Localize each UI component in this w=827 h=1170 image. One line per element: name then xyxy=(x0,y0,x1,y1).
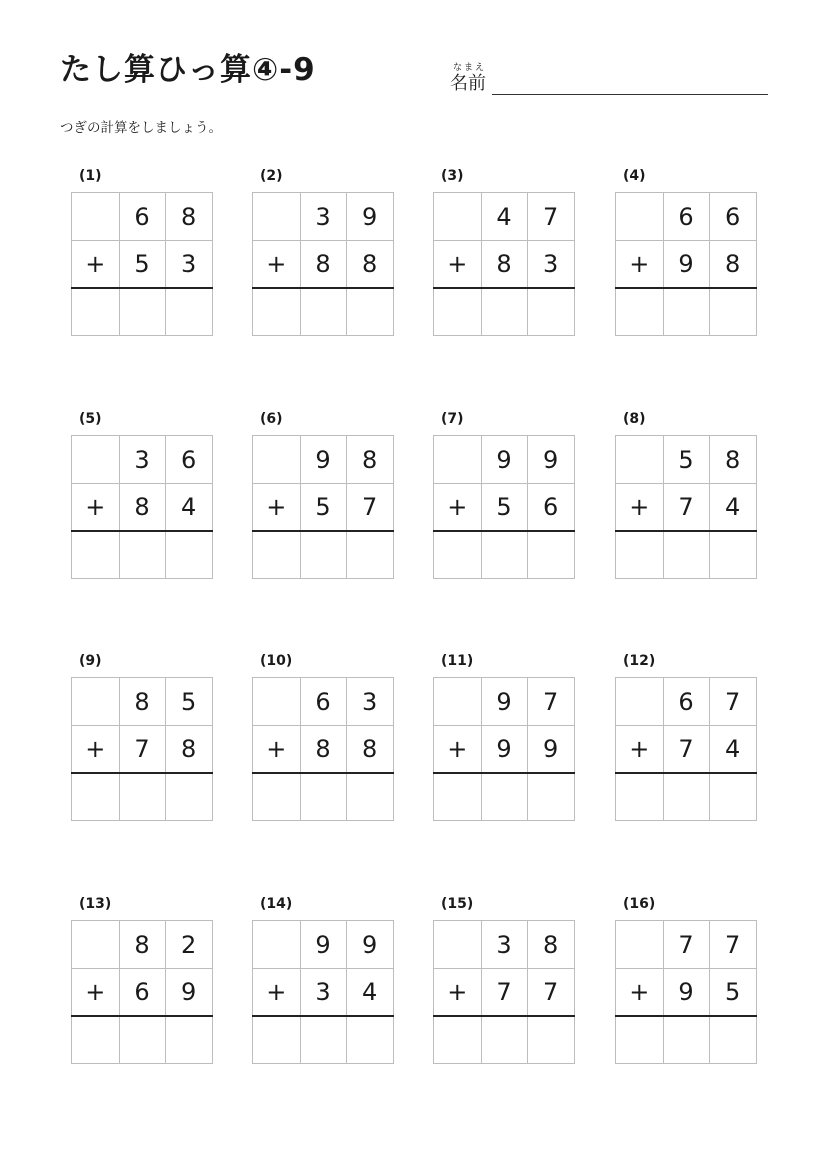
second-addend-digit: 8 xyxy=(725,249,741,278)
problem-number: (5) xyxy=(79,411,102,427)
second-addend-digit: 7 xyxy=(543,977,559,1006)
answer-cell[interactable] xyxy=(709,1016,756,1063)
second-addend-digit: 4 xyxy=(725,492,741,521)
second-addend-digit: 7 xyxy=(496,977,512,1006)
calculation-grid xyxy=(71,192,213,336)
addend-digit: 3 xyxy=(315,202,331,231)
plus-sign: + xyxy=(266,977,287,1006)
problem-number: (3) xyxy=(441,168,464,184)
calculation-grid xyxy=(615,920,757,1064)
answer-cell[interactable] xyxy=(527,1016,574,1063)
addend-digit: 8 xyxy=(362,445,378,474)
answer-cell[interactable] xyxy=(663,1016,710,1063)
answer-cell[interactable] xyxy=(616,288,663,335)
answer-cell[interactable] xyxy=(616,1016,663,1063)
addend-digit xyxy=(253,436,300,483)
answer-cell[interactable] xyxy=(165,531,212,578)
answer-cell[interactable] xyxy=(119,288,166,335)
answer-cell[interactable] xyxy=(165,773,212,820)
second-addend-digit: 9 xyxy=(496,734,512,763)
answer-cell[interactable] xyxy=(481,1016,528,1063)
addend-digit: 6 xyxy=(134,202,150,231)
addend-digit xyxy=(72,436,119,483)
addend-digit: 4 xyxy=(496,202,512,231)
addend-digit: 3 xyxy=(496,930,512,959)
answer-cell[interactable] xyxy=(72,773,119,820)
problem-number: (14) xyxy=(260,896,293,912)
addend-digit: 7 xyxy=(725,687,741,716)
second-addend-digit: 4 xyxy=(725,734,741,763)
addend-digit: 8 xyxy=(134,930,150,959)
plus-sign: + xyxy=(447,977,468,1006)
addend-digit xyxy=(434,193,481,240)
answer-cell[interactable] xyxy=(253,288,300,335)
addend-digit: 7 xyxy=(678,930,694,959)
answer-cell[interactable] xyxy=(434,1016,481,1063)
addend-digit: 6 xyxy=(678,202,694,231)
second-addend-digit: 9 xyxy=(678,977,694,1006)
problem-number: (9) xyxy=(79,653,102,669)
addend-digit xyxy=(616,921,663,968)
answer-cell[interactable] xyxy=(616,531,663,578)
addend-digit xyxy=(616,678,663,725)
second-addend-digit: 7 xyxy=(678,734,694,763)
answer-cell[interactable] xyxy=(709,288,756,335)
addend-digit xyxy=(253,678,300,725)
second-addend-digit: 3 xyxy=(543,249,559,278)
answer-cell[interactable] xyxy=(253,773,300,820)
second-addend-digit: 9 xyxy=(678,249,694,278)
second-addend-digit: 3 xyxy=(181,249,197,278)
worksheet-title: たし算ひっ算④-9 xyxy=(60,52,316,88)
addend-digit: 7 xyxy=(543,202,559,231)
addend-digit: 7 xyxy=(725,930,741,959)
calculation-grid xyxy=(71,920,213,1064)
plus-sign: + xyxy=(629,734,650,763)
problem-number: (8) xyxy=(623,411,646,427)
plus-sign: + xyxy=(447,734,468,763)
calculation-grid xyxy=(433,192,575,336)
calculation-grid xyxy=(433,435,575,579)
name-write-line[interactable] xyxy=(492,94,768,95)
answer-cell[interactable] xyxy=(527,531,574,578)
second-addend-digit: 8 xyxy=(362,249,378,278)
answer-cell[interactable] xyxy=(481,288,528,335)
answer-cell[interactable] xyxy=(72,288,119,335)
problem-number: (13) xyxy=(79,896,112,912)
plus-sign: + xyxy=(85,249,106,278)
addend-digit xyxy=(434,921,481,968)
second-addend-digit: 4 xyxy=(181,492,197,521)
second-addend-digit: 3 xyxy=(315,977,331,1006)
answer-cell[interactable] xyxy=(72,531,119,578)
addend-digit: 9 xyxy=(362,202,378,231)
calculation-grid xyxy=(71,677,213,821)
addend-digit: 9 xyxy=(315,930,331,959)
addend-digit xyxy=(616,436,663,483)
second-addend-digit: 5 xyxy=(315,492,331,521)
addend-digit xyxy=(434,436,481,483)
answer-cell[interactable] xyxy=(663,288,710,335)
answer-cell[interactable] xyxy=(434,531,481,578)
plus-sign: + xyxy=(266,734,287,763)
plus-sign: + xyxy=(447,249,468,278)
second-addend-digit: 9 xyxy=(543,734,559,763)
answer-cell[interactable] xyxy=(434,773,481,820)
addend-digit: 9 xyxy=(315,445,331,474)
second-addend-digit: 7 xyxy=(678,492,694,521)
addend-digit xyxy=(253,193,300,240)
problem-number: (11) xyxy=(441,653,474,669)
answer-cell[interactable] xyxy=(253,1016,300,1063)
answer-cell[interactable] xyxy=(119,531,166,578)
addend-digit: 6 xyxy=(181,445,197,474)
plus-sign: + xyxy=(85,734,106,763)
calculation-grid xyxy=(252,920,394,1064)
addend-digit: 6 xyxy=(725,202,741,231)
problem-number: (7) xyxy=(441,411,464,427)
plus-sign: + xyxy=(85,492,106,521)
addend-digit: 6 xyxy=(315,687,331,716)
problem-number: (2) xyxy=(260,168,283,184)
calculation-grid xyxy=(71,435,213,579)
answer-cell[interactable] xyxy=(709,773,756,820)
addend-digit xyxy=(434,678,481,725)
name-label: 名前 xyxy=(450,73,486,94)
plus-sign: + xyxy=(629,492,650,521)
answer-cell[interactable] xyxy=(709,531,756,578)
calculation-grid xyxy=(615,677,757,821)
answer-cell[interactable] xyxy=(300,531,347,578)
addend-digit xyxy=(72,921,119,968)
answer-cell[interactable] xyxy=(119,773,166,820)
answer-cell[interactable] xyxy=(253,531,300,578)
addend-digit: 3 xyxy=(362,687,378,716)
problem-number: (6) xyxy=(260,411,283,427)
calculation-grid xyxy=(615,435,757,579)
addend-digit xyxy=(72,193,119,240)
answer-cell[interactable] xyxy=(72,1016,119,1063)
addend-digit: 9 xyxy=(362,930,378,959)
second-addend-digit: 6 xyxy=(134,977,150,1006)
addend-digit: 8 xyxy=(725,445,741,474)
name-section xyxy=(450,60,770,100)
plus-sign: + xyxy=(266,492,287,521)
second-addend-digit: 6 xyxy=(543,492,559,521)
second-addend-digit: 5 xyxy=(134,249,150,278)
second-addend-digit: 8 xyxy=(362,734,378,763)
addend-digit xyxy=(253,921,300,968)
answer-cell[interactable] xyxy=(346,531,393,578)
second-addend-digit: 8 xyxy=(181,734,197,763)
calculation-grid xyxy=(433,920,575,1064)
second-addend-digit: 8 xyxy=(315,734,331,763)
calculation-grid xyxy=(615,192,757,336)
answer-cell[interactable] xyxy=(300,288,347,335)
answer-cell[interactable] xyxy=(481,773,528,820)
addend-digit xyxy=(616,193,663,240)
calculation-grid xyxy=(433,677,575,821)
addend-digit: 9 xyxy=(496,445,512,474)
second-addend-digit: 8 xyxy=(315,249,331,278)
instruction-text: つぎの計算をしましょう。 xyxy=(60,120,222,136)
plus-sign: + xyxy=(447,492,468,521)
second-addend-digit: 9 xyxy=(181,977,197,1006)
answer-cell[interactable] xyxy=(119,1016,166,1063)
answer-cell[interactable] xyxy=(663,773,710,820)
addend-digit: 5 xyxy=(181,687,197,716)
answer-cell[interactable] xyxy=(165,1016,212,1063)
addend-digit: 9 xyxy=(496,687,512,716)
addend-digit: 9 xyxy=(543,445,559,474)
answer-cell[interactable] xyxy=(346,773,393,820)
problem-number: (4) xyxy=(623,168,646,184)
addend-digit: 7 xyxy=(543,687,559,716)
calculation-grid xyxy=(252,435,394,579)
answer-cell[interactable] xyxy=(346,288,393,335)
answer-cell[interactable] xyxy=(346,1016,393,1063)
answer-cell[interactable] xyxy=(616,773,663,820)
second-addend-digit: 4 xyxy=(362,977,378,1006)
second-addend-digit: 7 xyxy=(134,734,150,763)
second-addend-digit: 8 xyxy=(496,249,512,278)
answer-cell[interactable] xyxy=(481,531,528,578)
name-ruby: なまえ xyxy=(453,63,487,73)
calculation-grid xyxy=(252,677,394,821)
addend-digit: 2 xyxy=(181,930,197,959)
second-addend-digit: 7 xyxy=(362,492,378,521)
second-addend-digit: 8 xyxy=(134,492,150,521)
calculation-grid xyxy=(252,192,394,336)
answer-cell[interactable] xyxy=(300,773,347,820)
problem-number: (1) xyxy=(79,168,102,184)
answer-cell[interactable] xyxy=(165,288,212,335)
plus-sign: + xyxy=(629,977,650,1006)
second-addend-digit: 5 xyxy=(496,492,512,521)
problem-number: (10) xyxy=(260,653,293,669)
second-addend-digit: 5 xyxy=(725,977,741,1006)
problem-number: (16) xyxy=(623,896,656,912)
problem-number: (12) xyxy=(623,653,656,669)
problem-number: (15) xyxy=(441,896,474,912)
addend-digit: 5 xyxy=(678,445,694,474)
addend-digit: 3 xyxy=(134,445,150,474)
addend-digit: 8 xyxy=(181,202,197,231)
addend-digit: 6 xyxy=(678,687,694,716)
answer-cell[interactable] xyxy=(663,531,710,578)
answer-cell[interactable] xyxy=(434,288,481,335)
answer-cell[interactable] xyxy=(300,1016,347,1063)
addend-digit: 8 xyxy=(134,687,150,716)
plus-sign: + xyxy=(629,249,650,278)
answer-cell[interactable] xyxy=(527,773,574,820)
addend-digit xyxy=(72,678,119,725)
plus-sign: + xyxy=(85,977,106,1006)
addend-digit: 8 xyxy=(543,930,559,959)
answer-cell[interactable] xyxy=(527,288,574,335)
plus-sign: + xyxy=(266,249,287,278)
